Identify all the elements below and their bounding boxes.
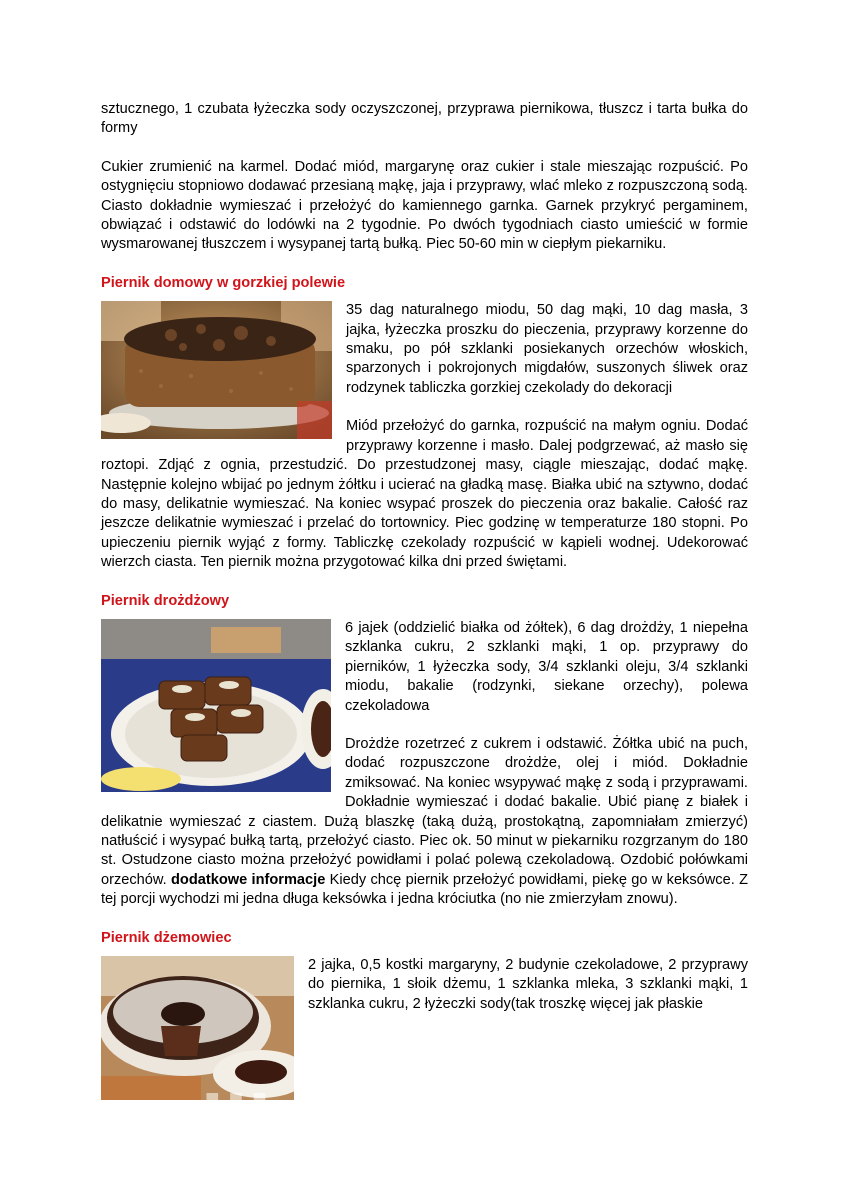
intro-paragraph-1: sztucznego, 1 czubata łyżeczka sody oczyszczonej, przyprawa piernikowa, tłuszcz i tarta bułka do formy bbox=[101, 101, 748, 137]
document-page bbox=[101, 100, 748, 1102]
cake-photo-2 bbox=[101, 619, 331, 792]
recipe-method-gorzka-polewa: Miód przełożyć do garnka, rozpuścić na małym ogniu. Dodać przyprawy korzenne i masło. Dalej podgrzewać, aż masło się roztopi. Zdjąć z ognia, przestudzić. Do przestudzonej masy, ciągle mieszając, dodać mąkę. Następnie kolejno wbijać po jednym żółtku i ucierać na gładką masę. Białka ubić na sztywno, dodać do masy, delikatnie wymieszać. Na koniec wsypać proszek do pieczenia oraz bakalie. Całość raz jeszcze delikatnie wymieszać i przelać do tortownicy. Piec godzinę w temperaturze 180 stopni. Po upieczeniu piernik wyjąć z formy. Tabliczkę czekolady rozpuścić w kąpieli wodnej. Udekorować wierzch ciasta. Ten piernik można przygotować kilka dni przed świętami. bbox=[101, 418, 748, 571]
cake-photo-1 bbox=[101, 301, 332, 439]
additional-info-label: dodatkowe informacje bbox=[171, 871, 326, 888]
recipe-title-gorzka-polewa: Piernik domowy w gorzkiej polewie bbox=[101, 274, 346, 291]
recipe-ingredients-drozdzowy: 6 jajek (oddzielić białka od żółtek), 6 dag drożdży, 1 niepełna szklanka cukru, 2 szklanki mąki, 1 op. przyprawy do pierników, 1 łyżeczka sody, 3/4 szklanki oleju, 3/4 szklanki miodu, bakalie (rodzynki, siekane orzechy), polewa czekoladowa bbox=[345, 619, 748, 714]
recipe-ingredients-dzemowiec: 2 jajka, 0,5 kostki margaryny, 2 budynie czekoladowe, 2 przyprawy do piernika, 1 słoik dżemu, 1 szklanka mleka, 3 szklanki mąki, 1 szklanka cukru, 2 łyżeczki sody(tak troszkę więcej jak płaskie bbox=[308, 957, 748, 1012]
recipe-title-dzemowiec: Piernik dżemowiec bbox=[101, 929, 232, 946]
recipe-title-drozdzowy: Piernik drożdżowy bbox=[101, 592, 230, 609]
cake-photo-3 bbox=[101, 956, 294, 1100]
method-text-part-1: Drożdże rozetrzeć z cukrem i odstawić. Żółtka ubić na puch, dodać rozpuszczone drożdże, olej i miód. Dokładnie zmiksować. Na koniec wsypywać mąkę z sodą i przyprawami. Dokładnie wymieszać i dodać bakalie. Ubić pianę z białek i delikatnie wymieszać z ciastem. Dużą blaszkę (taką dużą, prostokątną, zapomniałam zmierzyć) natłuścić i wysypać bułką tartą, przełożyć ciasto. Piec ok. 50 minut w piekarniku rozgrzanym do 180 st. Ostudzone ciasto można przełożyć powidłami i polać polewą czekoladową. Ozdobić połówkami orzechów. bbox=[101, 735, 748, 888]
recipe-ingredients-gorzka-polewa: 35 dag naturalnego miodu, 50 dag mąki, 10 dag masła, 3 jajka, łyżeczka proszku do pieczenia, przyprawy korzenne do smaku, po pół szklanki posiekanych orzechów włoskich, sparzonych i pokrojonych migdałów, suszonych śliwek oraz rodzynek tabliczka gorzkiej czekolady do dekoracji bbox=[346, 302, 748, 396]
method-text-part-2: Kiedy chcę piernik przełożyć powidłami, piekę go w keksówce. Z tej porcji wychodzi mi jedna długa keksówka i jedna króciutka (no nie zmierzyłam znowu). bbox=[101, 871, 748, 908]
watermark: wedlinydomowe.pl bbox=[68, 1082, 781, 1159]
intro-paragraph-2: Cukier zrumienić na karmel. Dodać miód, margarynę oraz cukier i stale mieszając rozpuścić. Po ostygnięciu stopniowo dodawać przesianą mąkę, jaja i przyprawy, wlać mleko z rozpuszczoną sodą. Ciasto dokładnie wymieszać i przełożyć do kamiennego garnka. Garnek przykryć pergaminem, obwiązać i odstawić do lodówki na 2 tygodnie. Po dwóch tygodniach ciasto umieścić w formie wysmarowanej tłuszczem i wysypanej tartą bułką. Piec 50-60 min w ciepłym piekarniku. bbox=[101, 158, 748, 253]
